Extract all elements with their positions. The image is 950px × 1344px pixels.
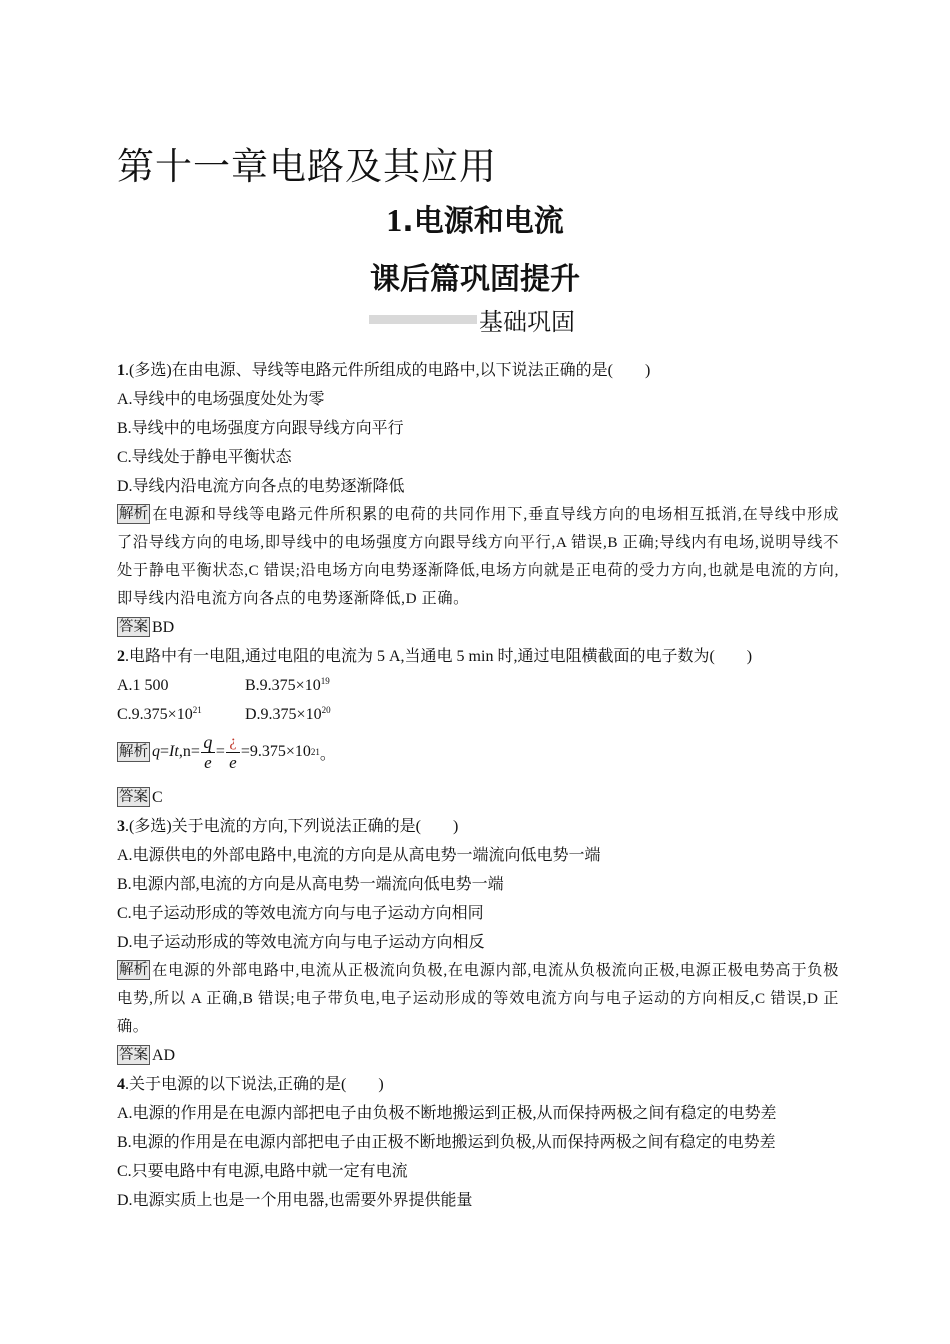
option-b: B.导线中的电场强度方向跟导线方向平行 (117, 420, 404, 437)
formula-end: 。 (319, 745, 336, 763)
option-d-exponent: 20 (321, 705, 331, 715)
question-1 (117, 356, 839, 642)
formula-eq: = (215, 743, 225, 760)
option-c: C.导线处于静电平衡状态 (117, 449, 292, 466)
option-b-exponent: 19 (320, 676, 330, 686)
question-number: 1 (117, 362, 125, 379)
question-4 (117, 1070, 839, 1215)
formula-q: q (152, 743, 160, 760)
option-a: A.电源的作用是在电源内部把电子由负极不断地搬运到正极,从而保持两极之间有稳定的电势差 (117, 1105, 777, 1122)
analysis-block (117, 501, 839, 613)
question-2 (117, 642, 839, 812)
fraction-q-over-e (201, 733, 215, 772)
part-header (369, 302, 575, 337)
analysis-tag: 解析 (119, 506, 148, 522)
option-c: C.电子运动形成的等效电流方向与电子运动方向相同 (117, 905, 484, 922)
question-3 (117, 812, 839, 1070)
options-row-1 (117, 671, 839, 700)
analysis-text: 在电源的外部电路中,电流从正极流向负极,在电源内部,电流从负极流向正极,电源正极电势高于负极电势,所以 A 正确,B 错误;电子带负电,电子运动形成的等效电流方向与电子运动的方向相反,C 错误,D 正确。 (117, 962, 839, 1035)
fraction-denominator: e (229, 752, 237, 772)
option-d: D.导线内沿电流方向各点的电势逐渐降低 (117, 478, 405, 495)
answer-value: AD (152, 1047, 176, 1064)
subtitle: 课后篇巩固提升 (370, 262, 580, 297)
answer-line (117, 783, 839, 812)
question-stem (117, 1070, 839, 1099)
option-c: C.只要电路中有电源,电路中就一定有电流 (117, 1163, 408, 1180)
question-list (117, 356, 839, 1215)
part-decoration-bar (369, 315, 477, 324)
answer-line (117, 613, 839, 642)
question-number: 3 (117, 818, 125, 835)
section-title (0, 196, 950, 240)
chapter-title: 第十一章电路及其应用 (117, 145, 497, 188)
fraction-garbled-over-e (226, 733, 240, 772)
section-number: 1 (386, 202, 403, 238)
option-c (117, 700, 245, 729)
analysis-block (117, 957, 839, 1041)
question-stem (117, 356, 839, 385)
question-number: 2 (117, 648, 125, 665)
question-text: .(多选)在由电源、导线等电路元件所组成的电路中,以下说法正确的是( ) (125, 362, 651, 379)
fraction-numerator: q (203, 731, 213, 752)
option-d (245, 700, 373, 729)
option-d-text: D.9.375×10 (245, 706, 322, 723)
options-row-2 (117, 700, 839, 729)
answer-tag: 答案 (119, 619, 148, 635)
analysis-text: 在电源和导线等电路元件所积累的电荷的共同作用下,垂直导线方向的电场相互抵消,在导线中形成了沿导线方向的电场,即导线中的电场强度方向跟导线方向平行,A 错误,B 正确;导线内有电场,说明导线不处于静电平衡状态,C 错误;沿电场方向电势逐渐降低,电场方向就是正电荷的受力方向,也就是电流的方向,即导线内沿电流方向各点的电势逐渐降低,D 正确。 (117, 506, 839, 607)
question-number: 4 (117, 1076, 125, 1093)
formula-it: It (169, 743, 179, 760)
question-text: .电路中有一电阻,通过电阻的电流为 5 A,当通电 5 min 时,通过电阻横截面的电子数为( ) (125, 648, 753, 665)
answer-value: BD (152, 619, 175, 636)
question-text: .(多选)关于电流的方向,下列说法正确的是( ) (125, 818, 459, 835)
analysis-formula: 解析 q = It ,n= $\frac{q}{e}$ = $\frac{¿}{e}$ =9.375×10 21 。 (119, 731, 336, 772)
formula-eq: = (160, 743, 170, 760)
option-b: B.电源的作用是在电源内部把电子由正极不断地搬运到负极,从而保持两极之间有稳定的电势差 (117, 1134, 776, 1151)
formula-result: =9.375×10 (240, 743, 311, 760)
answer-line (117, 1041, 839, 1070)
fraction-denominator: e (204, 752, 212, 772)
option-d: D.电子运动形成的等效电流方向与电子运动方向相反 (117, 934, 485, 951)
part-label: 基础巩固 (479, 308, 575, 336)
option-c-exponent: 21 (192, 705, 202, 715)
question-text: .关于电源的以下说法,正确的是( ) (125, 1076, 384, 1093)
fraction-numerator: ¿ (229, 732, 237, 750)
question-stem (117, 642, 839, 671)
option-c-text: C.9.375×10 (117, 706, 193, 723)
question-stem (117, 812, 839, 841)
formula-n: ,n= (178, 743, 200, 760)
option-a: A.电源供电的外部电路中,电流的方向是从高电势一端流向低电势一端 (117, 847, 601, 864)
option-b (245, 671, 373, 700)
option-b: B.电源内部,电流的方向是从高电势一端流向低电势一端 (117, 876, 504, 893)
answer-tag: 答案 (119, 789, 148, 805)
option-d: D.电源实质上也是一个用电器,也需要外界提供能量 (117, 1192, 473, 1209)
option-a: A.导线中的电场强度处处为零 (117, 391, 325, 408)
answer-tag: 答案 (119, 1047, 148, 1063)
option-b-text: B.9.375×10 (245, 677, 321, 694)
analysis-tag: 解析 (119, 744, 148, 760)
option-a: A.1 500 (117, 677, 169, 694)
answer-value: C (152, 789, 163, 806)
analysis-tag: 解析 (119, 962, 148, 978)
section-title-text: .电源和电流 (402, 204, 564, 239)
